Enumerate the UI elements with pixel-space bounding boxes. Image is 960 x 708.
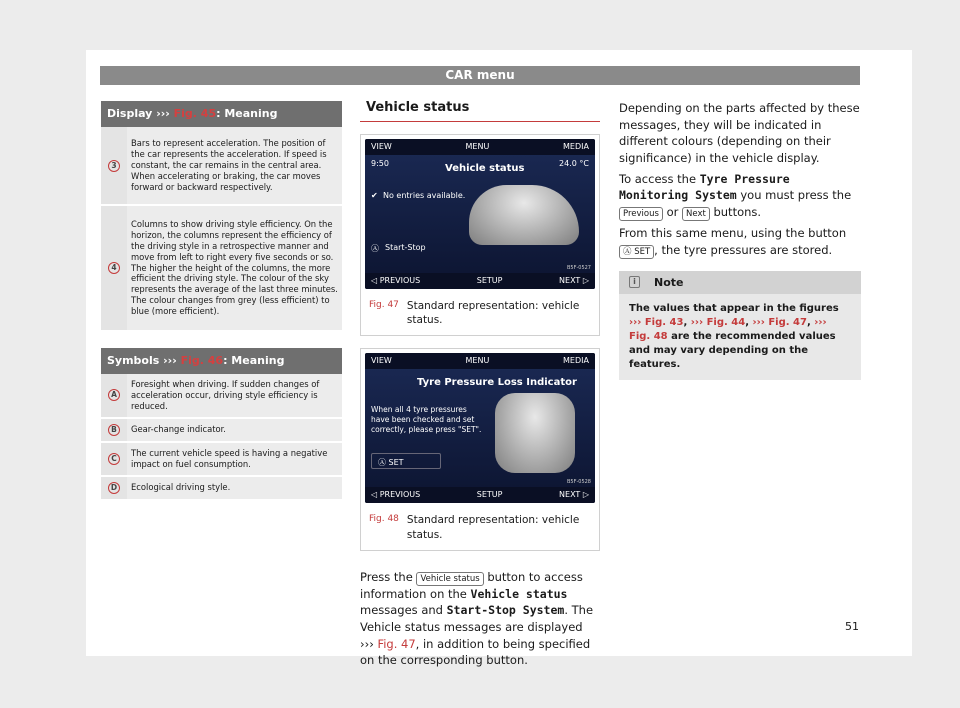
table-cell: Foresight when driving. If sudden changes of acceleration occur, driving style efficiency is reduced. — [127, 374, 342, 418]
vehicle-status-paragraph: Press the Vehicle status button to access information on the Vehicle status messages and Start-Stop System. The Vehicle status messages are displayed ››› Fig. 47, in addition to being specified on the corresponding button. — [360, 569, 594, 668]
figure-48 — [360, 348, 600, 550]
figure-link[interactable]: ››› Fig. 43 — [629, 316, 684, 328]
figure-link[interactable]: ››› Fig. 47 — [752, 316, 807, 328]
table-row — [101, 476, 342, 500]
previous-key: Previous — [619, 207, 663, 221]
figure-link[interactable]: Fig. 46 — [180, 353, 224, 367]
start-stop-icon: Ⓐ — [371, 244, 379, 253]
figure-link[interactable]: Fig. 47 — [377, 636, 416, 651]
table-row — [101, 442, 342, 476]
info-icon: i — [629, 276, 640, 288]
car-image — [469, 185, 579, 245]
set-paragraph: From this same menu, using the button Ⓐ SET , the tyre pressures are stored. — [619, 226, 847, 257]
left-column — [101, 101, 342, 501]
right-column — [619, 100, 861, 380]
callout-badge: B — [108, 424, 120, 436]
symbols-meaning-table — [101, 348, 342, 501]
tyre-pressure-screen: VIEW MENU MEDIA Tyre Pressure Loss Indicator When all 4 tyre pressures have been checked and set correctly, please press "SET". Ⓐ SET B5F-0528 ◁ PREVIOUS SETUP NEXT ▷ — [365, 353, 595, 503]
tyre-access-paragraph: To access the Tyre Pressure Monitoring System you must press the Previous or Next buttons. — [619, 171, 852, 220]
table-header: Display ››› Fig. 45: Meaning — [101, 101, 342, 127]
table-cell: The current vehicle speed is having a negative impact on fuel consumption. — [127, 442, 342, 476]
table-cell: Bars to represent acceleration. The position of the car represents the acceleration. If speed is constant, the car remains in the central area. When accelerating or braking, the car moves forward or backward respectively. — [127, 127, 342, 205]
next-key: Next — [682, 207, 710, 221]
table-cell: Columns to show driving style efficiency. On the horizon, the columns represent the efficiency of the driving style in a retrospective manner and move from left to right every five seconds or so. The higher the height of the columns, the more efficient the driving style. The colour of the sky represents the average of the last three minutes. The colour changes from grey (less efficient) to blue (more efficient). — [127, 205, 342, 331]
figure-link[interactable]: Fig. 45 — [173, 106, 217, 120]
table-header: Symbols ››› Fig. 46: Meaning — [101, 348, 342, 374]
table-row — [101, 205, 342, 331]
table-row — [101, 374, 342, 418]
table-cell: Gear-change indicator. — [127, 418, 342, 442]
vehicle-status-key: Vehicle status — [416, 572, 483, 586]
colours-paragraph: Depending on the parts affected by these messages, they will be indicated in different colours (depending on their significance) in the vehicle display. — [619, 101, 860, 166]
table-row — [101, 418, 342, 442]
callout-badge: D — [108, 482, 120, 494]
callout-badge: C — [108, 453, 120, 465]
note-text: The values that appear in the figures ››› Fig. 43, ››› Fig. 44, ››› Fig. 47, ››› Fig. 48 are the recommended values and may vary depending on the features. — [629, 302, 839, 370]
figure-link[interactable]: ››› Fig. 44 — [690, 316, 746, 328]
callout-badge: 3 — [108, 160, 120, 172]
section-title: Vehicle status — [360, 96, 600, 122]
table-row — [101, 127, 342, 205]
figure-caption: Fig. 48 Standard representation: vehicle status. — [369, 514, 580, 541]
check-icon: ✔ — [371, 191, 378, 200]
table-cell: Ecological driving style. — [127, 476, 342, 500]
car-topview-image — [495, 393, 575, 473]
note-box: i Note The values that appear in the figures ››› Fig. 43, ››› Fig. 44, ››› Fig. 47, ››› Fig. 48 are the recommended values and may vary depending on the features. — [619, 271, 861, 380]
set-button[interactable]: Ⓐ SET — [371, 453, 441, 469]
middle-column — [360, 96, 600, 669]
vehicle-status-screen: VIEW MENU MEDIA 9:50 24.0 °C Vehicle status ✔ No entries available. Ⓐ Start-Stop B5F-0527 ◁ PREVIOUS SETUP NEXT ▷ — [365, 139, 595, 289]
callout-badge: A — [108, 389, 120, 401]
page-number: 51 — [845, 620, 859, 633]
display-meaning-table — [101, 101, 342, 332]
figure-caption: Fig. 47 Standard representation: vehicle status. — [369, 300, 580, 327]
callout-badge: 4 — [108, 262, 120, 274]
set-key: Ⓐ SET — [619, 245, 654, 259]
figure-link[interactable]: ››› Fig. 48 — [629, 316, 827, 342]
page-header: CAR menu — [100, 66, 860, 85]
figure-47 — [360, 134, 600, 336]
